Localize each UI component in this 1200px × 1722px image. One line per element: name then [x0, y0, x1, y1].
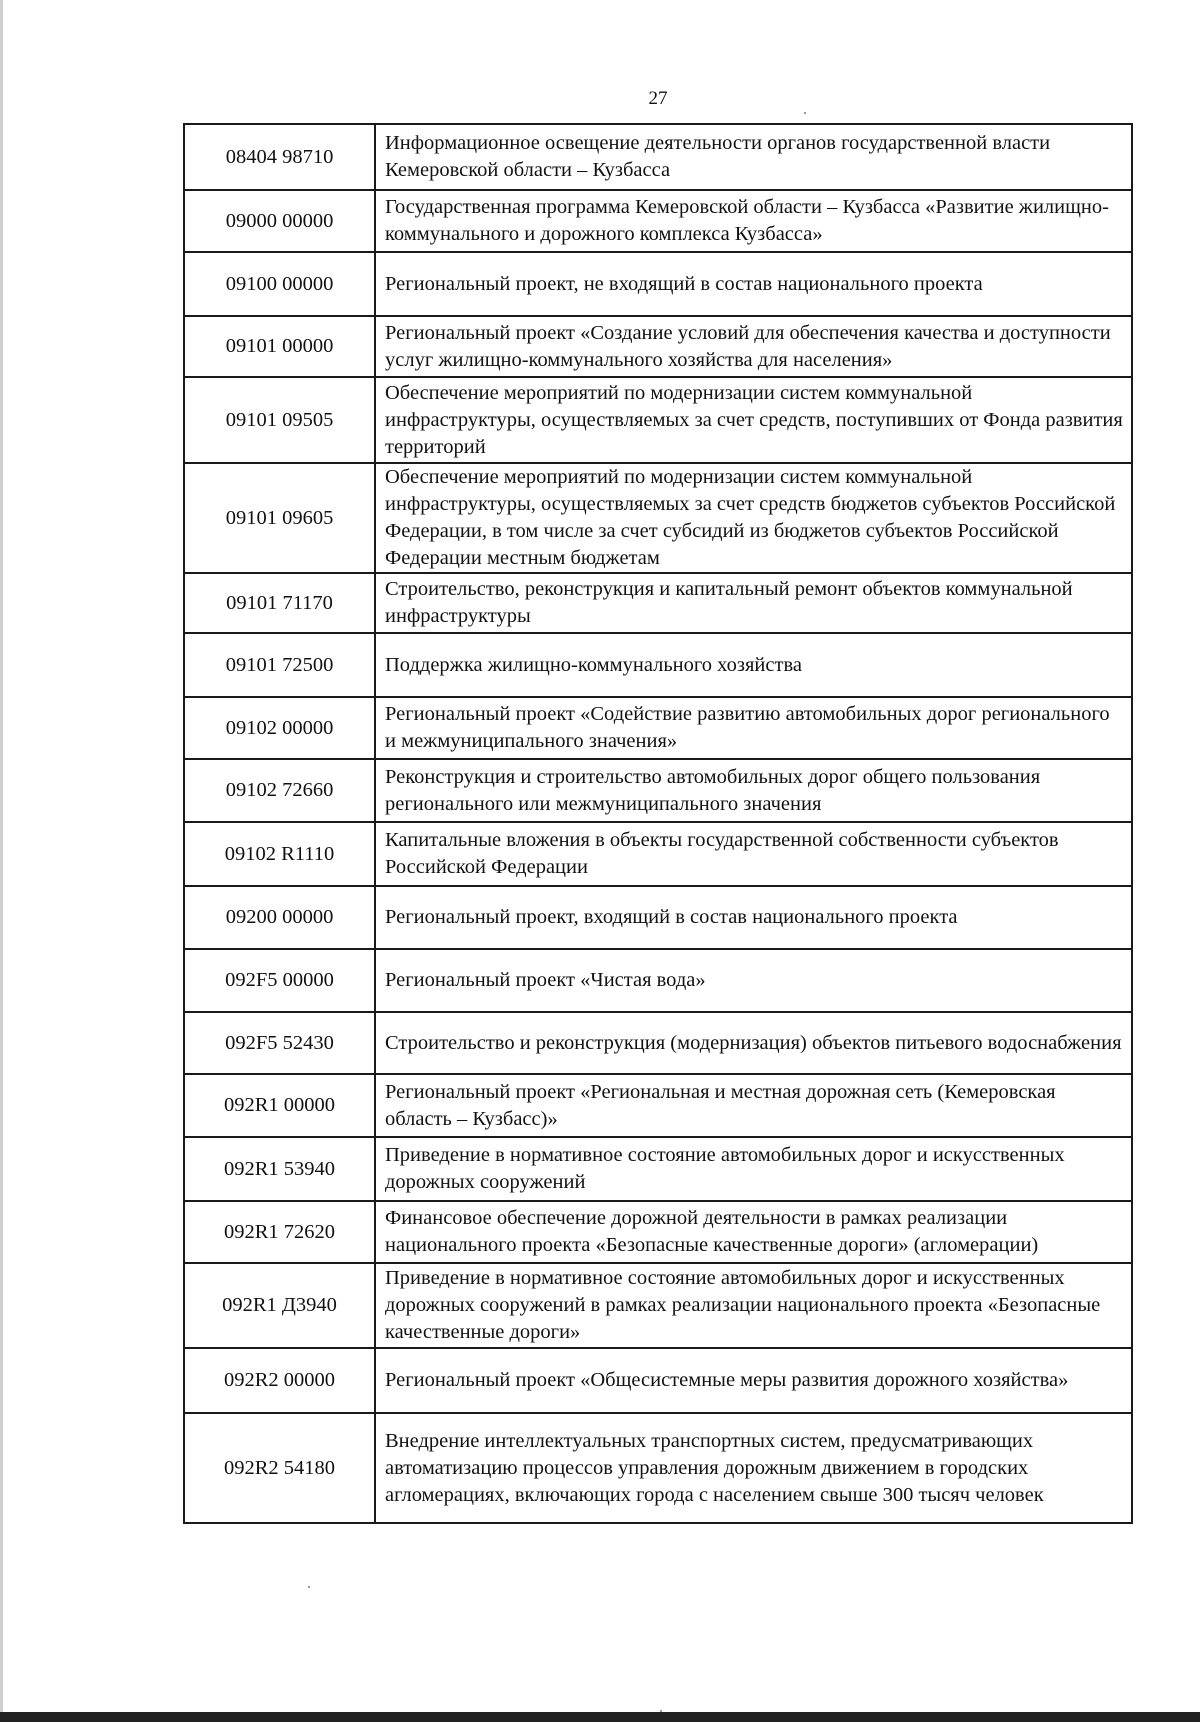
row-description: Капитальные вложения в объекты государственной собственности субъектов Российской Федерации — [375, 822, 1132, 886]
table-row — [184, 697, 1132, 759]
table-row — [184, 463, 1132, 573]
table-row — [184, 1413, 1132, 1523]
row-code: 092F5 52430 — [184, 1012, 375, 1074]
row-description: Реконструкция и строительство автомобильных дорог общего пользования регионального или межмуниципального значения — [375, 759, 1132, 822]
scan-left-edge — [0, 0, 3, 1722]
table-row — [184, 949, 1132, 1012]
table-row — [184, 1263, 1132, 1348]
row-description: Обеспечение мероприятий по модернизации систем коммунальной инфраструктуры, осуществляемых за счет средств, поступивших от Фонда развития территорий — [375, 377, 1132, 463]
scan-speck — [804, 112, 806, 114]
row-description: Строительство и реконструкция (модернизация) объектов питьевого водоснабжения — [375, 1012, 1132, 1074]
row-code: 092R1 53940 — [184, 1137, 375, 1201]
table-row — [184, 124, 1132, 190]
scan-bottom-edge — [0, 1712, 1200, 1722]
table-row — [184, 573, 1132, 633]
row-description: Региональный проект «Региональная и местная дорожная сеть (Кемеровская область – Кузбасс)» — [375, 1074, 1132, 1137]
row-description: Поддержка жилищно-коммунального хозяйства — [375, 633, 1132, 697]
row-code: 09102 00000 — [184, 697, 375, 759]
table-row — [184, 1348, 1132, 1413]
row-code: 09200 00000 — [184, 886, 375, 949]
table-row — [184, 1137, 1132, 1201]
row-description: Региональный проект «Создание условий для обеспечения качества и доступности услуг жилищно-коммунального хозяйства для населения» — [375, 316, 1132, 377]
row-code: 08404 98710 — [184, 124, 375, 190]
row-description: Строительство, реконструкция и капитальный ремонт объектов коммунальной инфраструктуры — [375, 573, 1132, 633]
row-description: Региональный проект, не входящий в состав национального проекта — [375, 252, 1132, 316]
row-description: Региональный проект, входящий в состав национального проекта — [375, 886, 1132, 949]
row-code: 092F5 00000 — [184, 949, 375, 1012]
table-row — [184, 252, 1132, 316]
row-code: 09101 09605 — [184, 463, 375, 573]
budget-codes-table — [183, 123, 1133, 1524]
table-row — [184, 377, 1132, 463]
table-row — [184, 759, 1132, 822]
table-row — [184, 1074, 1132, 1137]
row-code: 09102 R1110 — [184, 822, 375, 886]
row-code: 09000 00000 — [184, 190, 375, 252]
table-row — [184, 822, 1132, 886]
table-row — [184, 1012, 1132, 1074]
row-code: 092R1 72620 — [184, 1201, 375, 1263]
row-description: Региональный проект «Общесистемные меры развития дорожного хозяйства» — [375, 1348, 1132, 1413]
row-code: 09100 00000 — [184, 252, 375, 316]
row-description: Финансовое обеспечение дорожной деятельности в рамках реализации национального проекта «Безопасные качественные дороги» (агломерации) — [375, 1201, 1132, 1263]
row-description: Информационное освещение деятельности органов государственной власти Кемеровской области – Кузбасса — [375, 124, 1132, 190]
row-code: 09102 72660 — [184, 759, 375, 822]
row-code: 09101 72500 — [184, 633, 375, 697]
row-code: 092R2 54180 — [184, 1413, 375, 1523]
table-row — [184, 886, 1132, 949]
row-description: Внедрение интеллектуальных транспортных систем, предусматривающих автоматизацию процессов управления дорожным движением в городских агломерациях, включающих города с населением свыше 300 тысяч человек — [375, 1413, 1132, 1523]
row-code: 09101 71170 — [184, 573, 375, 633]
row-code: 09101 00000 — [184, 316, 375, 377]
row-description: Обеспечение мероприятий по модернизации систем коммунальной инфраструктуры, осуществляемых за счет средств бюджетов субъектов Российской Федерации, в том числе за счет субсидий из бюджетов субъектов Российской Федерации местным бюджетам — [375, 463, 1132, 573]
scan-speck — [308, 1586, 310, 1588]
table-row — [184, 316, 1132, 377]
row-description: Приведение в нормативное состояние автомобильных дорог и искусственных дорожных сооружений — [375, 1137, 1132, 1201]
row-code: 09101 09505 — [184, 377, 375, 463]
row-code: 092R1 Д3940 — [184, 1263, 375, 1348]
page-number: 27 — [648, 88, 668, 109]
row-code: 092R2 00000 — [184, 1348, 375, 1413]
row-description: Региональный проект «Чистая вода» — [375, 949, 1132, 1012]
row-code: 092R1 00000 — [184, 1074, 375, 1137]
table-row — [184, 1201, 1132, 1263]
row-description: Государственная программа Кемеровской области – Кузбасса «Развитие жилищно-коммунального и дорожного комплекса Кузбасса» — [375, 190, 1132, 252]
table-row — [184, 190, 1132, 252]
row-description: Приведение в нормативное состояние автомобильных дорог и искусственных дорожных сооружений в рамках реализации национального проекта «Безопасные качественные дороги» — [375, 1263, 1132, 1348]
table-row — [184, 633, 1132, 697]
row-description: Региональный проект «Содействие развитию автомобильных дорог регионального и межмуниципального значения» — [375, 697, 1132, 759]
